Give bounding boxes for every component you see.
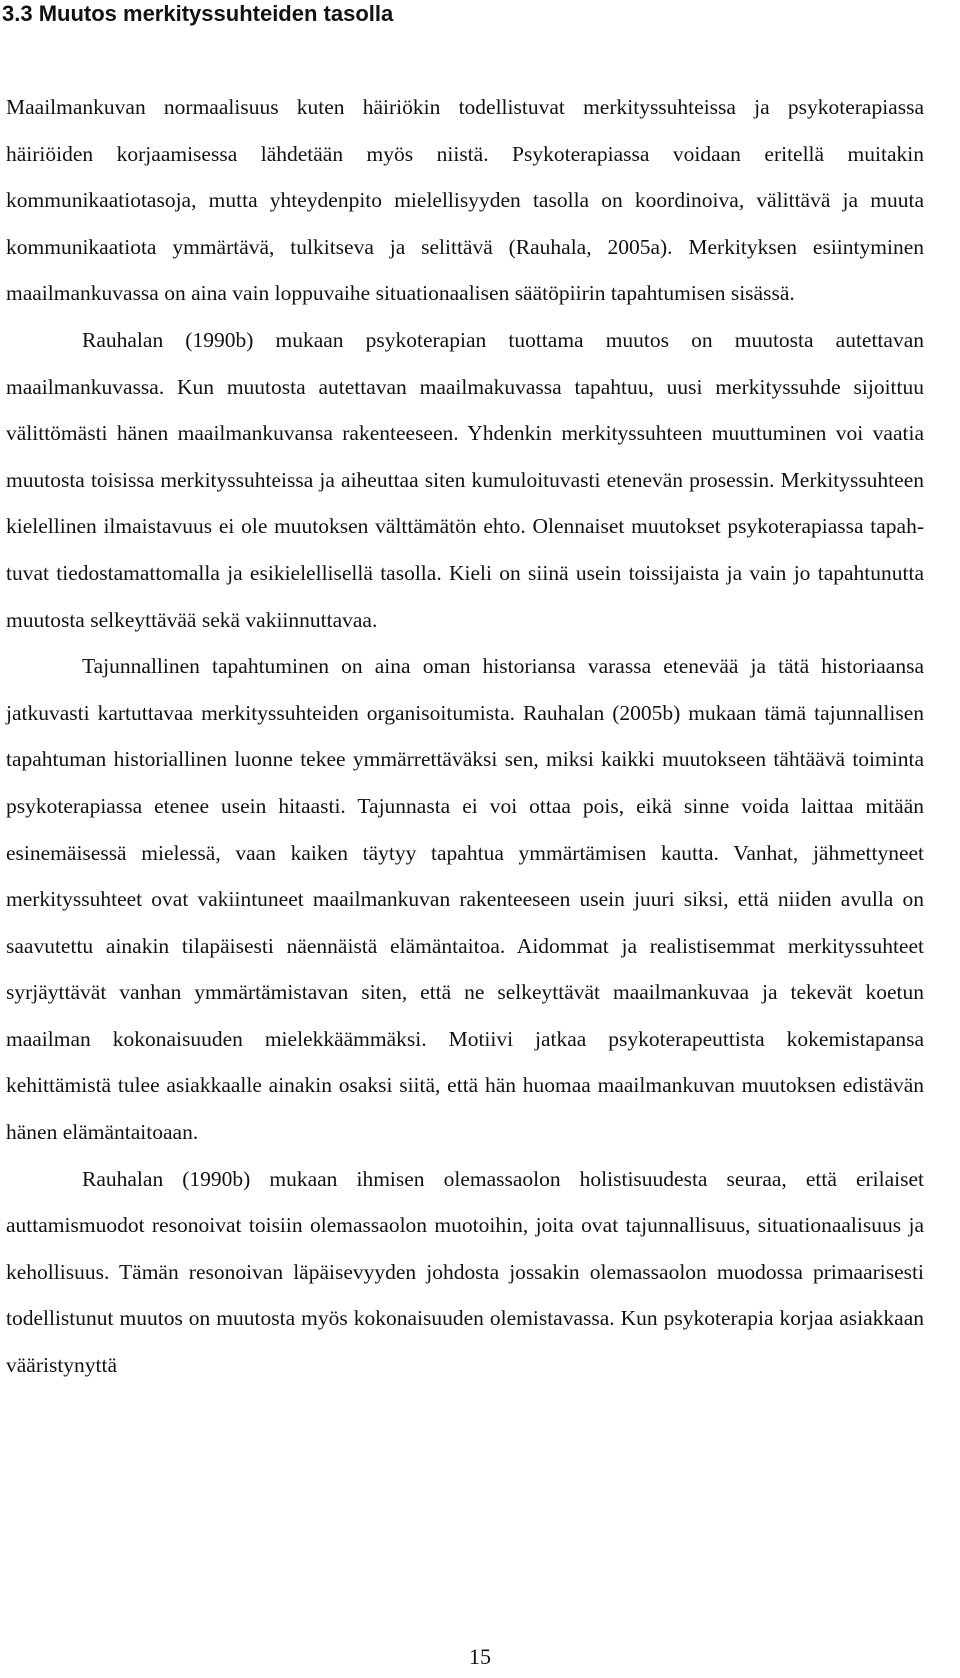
section-heading: 3.3 Muutos merkityssuhteiden tasolla [2, 1, 394, 26]
body-text [6, 84, 924, 1389]
paragraph-4: Rauhalan (1990b) mukaan ihmisen olemassaolon holistisuudesta seuraa, että erilaiset auttamismuodot resonoivat toisiin olemassaolon muotoihin, joita ovat tajunnallisuus, situationaalisuus ja kehollisuus. Tämän resonoivan läpäisevyyden johdosta jossakin olemassaolon muodossa primaarisesti todellistunut muutos on muutosta myös kokonaisuuden olemistavassa. Kun psykoterapia korjaa asiakkaan vääristynyttä [6, 1166, 924, 1378]
paragraph-2: Rauhalan (1990b) mukaan psykoterapian tuottama muutos on muutosta autettavan maailmankuvassa. Kun muutosta autettavan maailmakuvassa tapahtuu, uusi merkityssuhde sijoittuu välittömästi hänen maailmankuvansa rakenteeseen. Yhdenkin merkityssuhteen muuttuminen voi vaatia muutosta toisissa merkityssuhteissa ja aiheuttaa siten kumuloituvasti etenevän prosessin. Merkityssuhteen kielellinen ilmaistavuus ei ole muutoksen välttämätön ehto. Olennaiset muutokset psykoterapiassa tapahtuvat tiedostamattomalla ja esikielellisellä tasolla. Kieli on siinä usein toissijaista ja vain jo tapahtunutta muutosta selkeyttävää sekä vakiinnuttavaa. [6, 327, 924, 632]
paragraph-3: Tajunnallinen tapahtuminen on aina oman historiansa varassa etenevää ja tätä historiaansa jatkuvasti kartuttavaa merkityssuhteiden organisoitumista. Rauhalan (2005b) mukaan tämä tajunnallisen tapahtuman historiallinen luonne tekee ymmärrettäväksi sen, miksi kaikki muutokseen tähtäävä toiminta psykoterapiassa etenee usein hitaasti. Tajunnasta ei voi ottaa pois, eikä sinne voida laittaa mitään esinemäisessä mielessä, vaan kaiken täytyy tapahtua ymmärtämisen kautta. Vanhat, jähmettyneet merkityssuhteet ovat vakiintuneet maailmankuvan rakenteeseen usein juuri siksi, että niiden avulla on saavutettu ainakin tilapäisesti näennäistä elämäntaitoa. Aidommat ja realistisemmat merkityssuhteet syrjäyttävät vanhan ymmärtämistavan siten, että ne selkeyttävät maailmankuvaa ja tekevät koetun maailman kokonaisuuden mielekkäämmäksi. Motiivi jatkaa psykoterapeuttista kokemistapansa kehittämistä tulee asiakkaalle ainakin osaksi siitä, että hän huomaa maailmankuvan muutoksen edistävän hänen elämäntaitoaan. [6, 654, 924, 1145]
paragraph-1: Maailmankuvan normaalisuus kuten häiriökin todellistuvat merkityssuhteissa ja psykoterapiassa häiriöiden korjaamisessa lähdetään myös niistä. Psykoterapiassa voidaan eritellä muitakin kommunikaatiotasoja, mutta yhteydenpito mielellisyyden tasolla on koordinoiva, välittävä ja muuta kommunikaatiota ymmärtävä, tulkitseva ja selittävä (Rauhala, 2005a). Merkityksen esiintyminen maailmankuvassa on aina vain loppuvaihe situationaalisen säätöpiirin tapahtumisen sisässä. [6, 95, 924, 306]
page-number: 15 [469, 1644, 491, 1669]
